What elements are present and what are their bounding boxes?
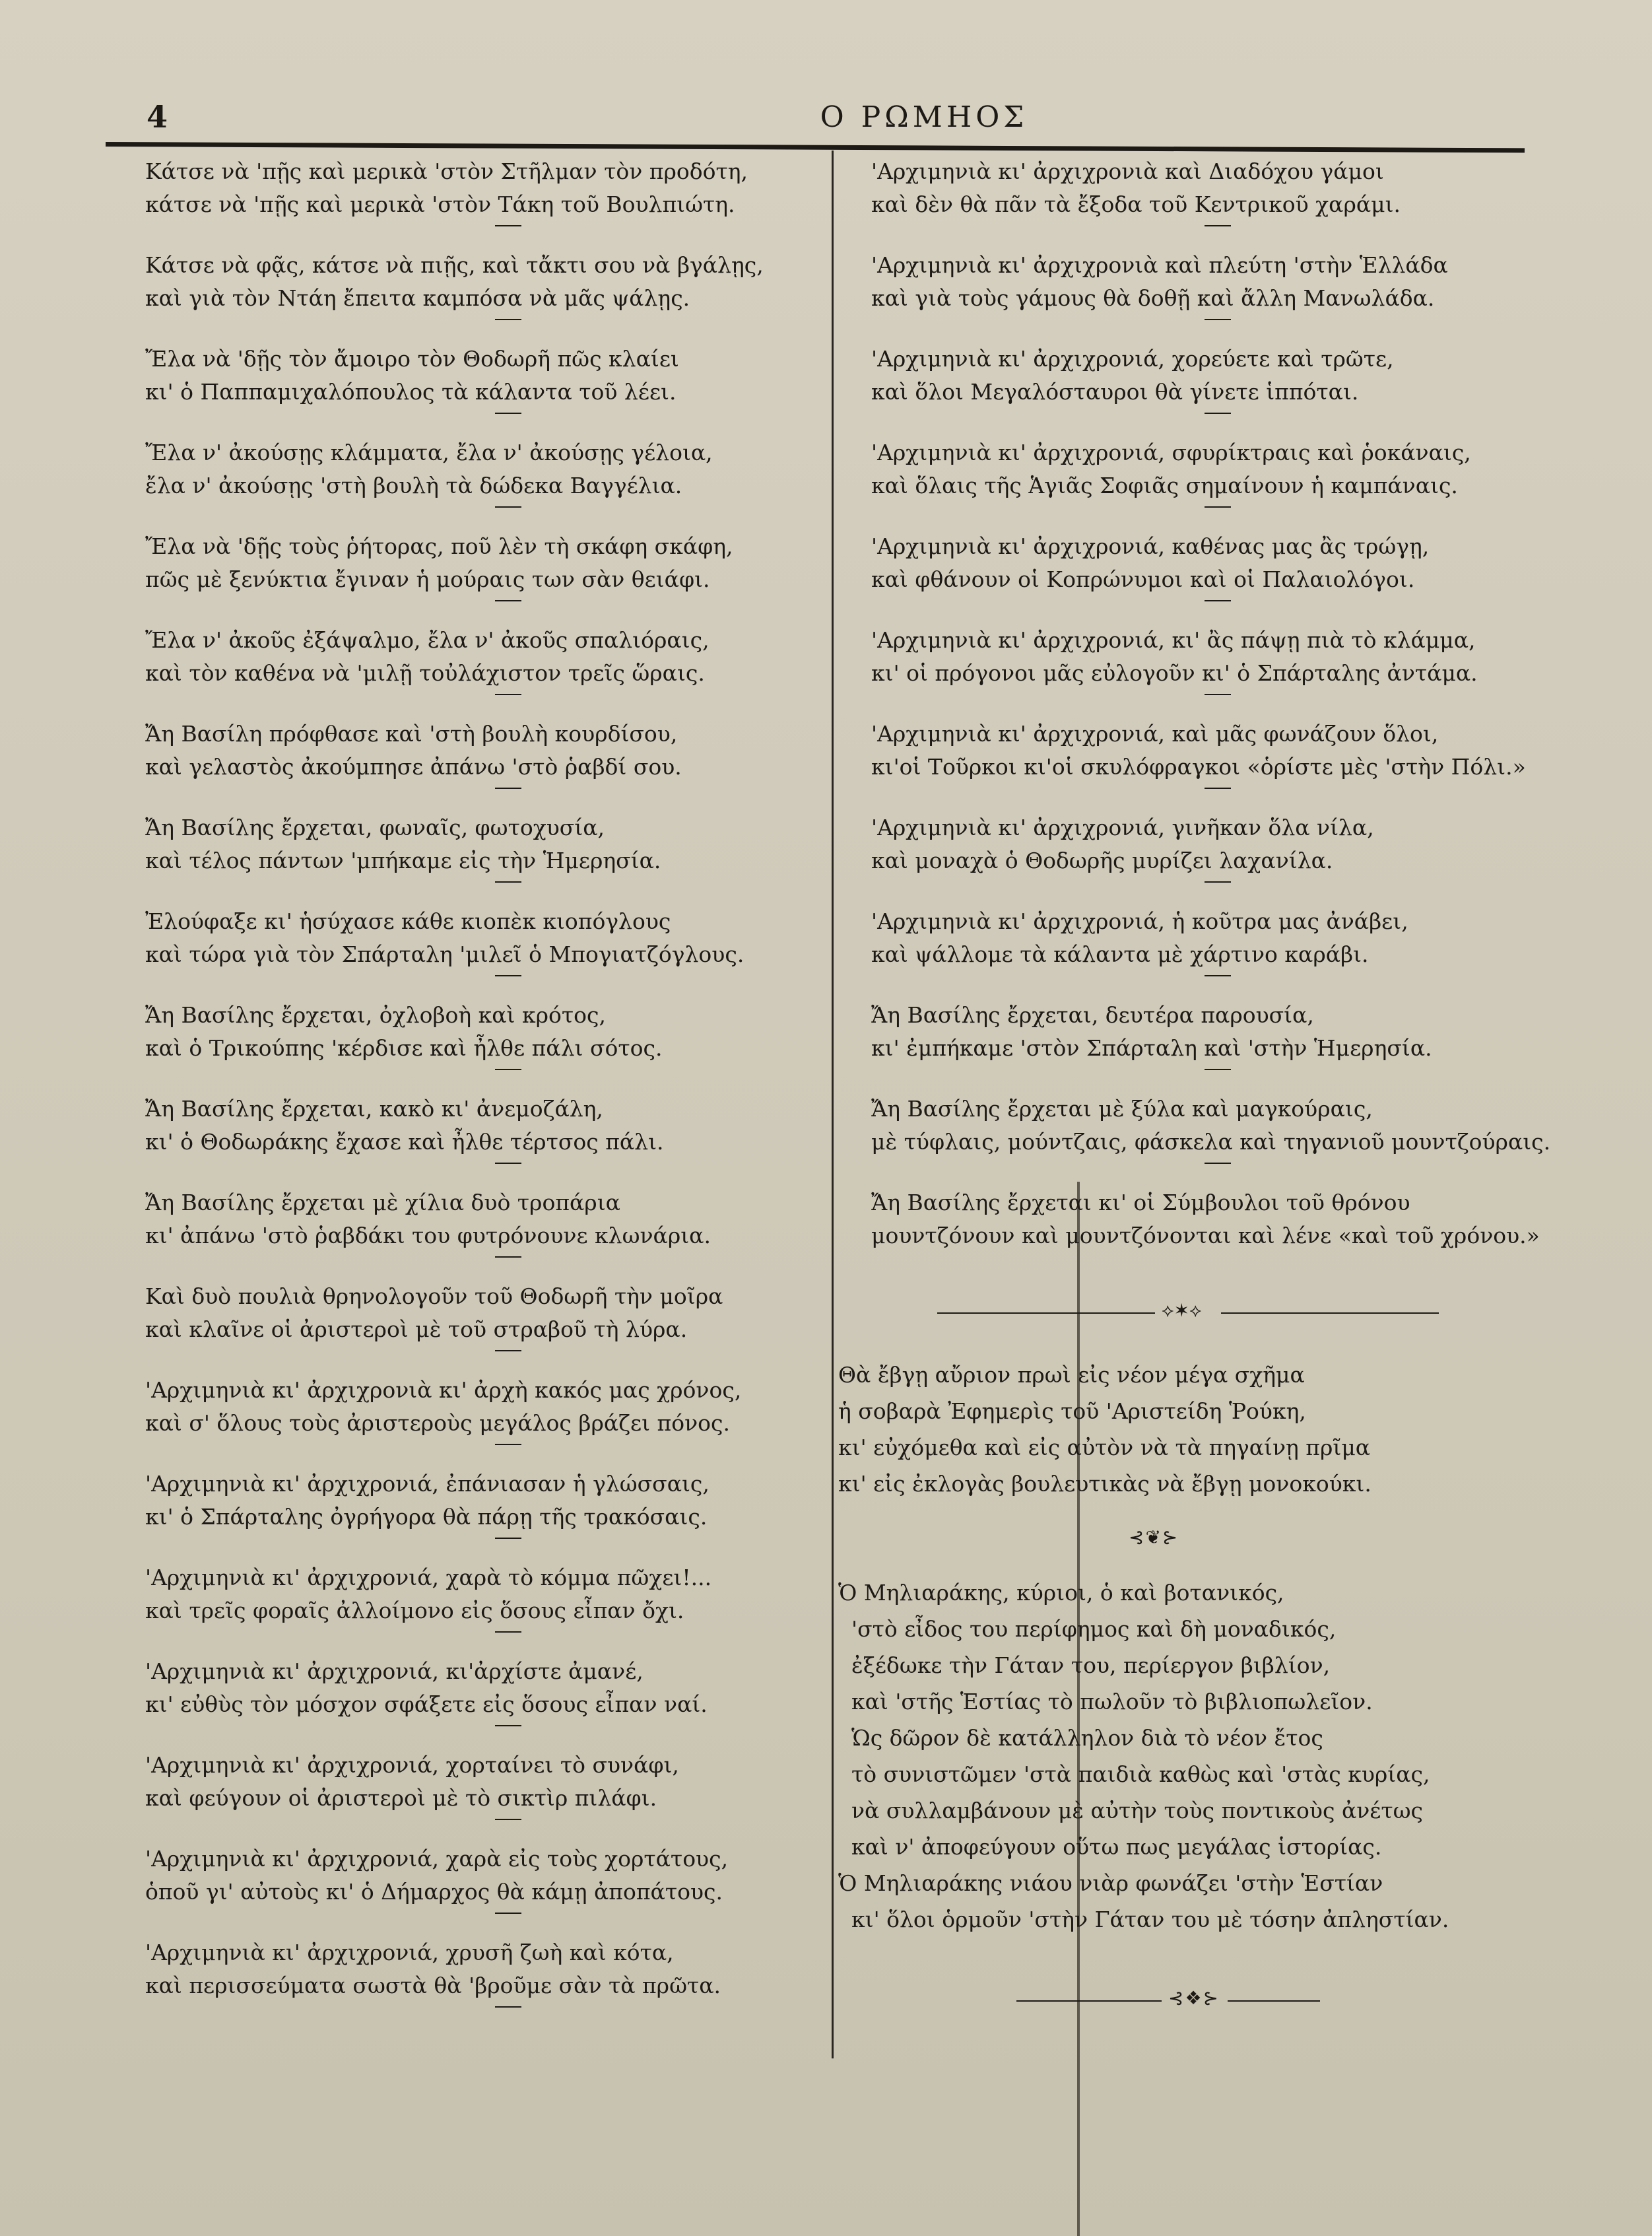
stanza-separator	[1205, 694, 1231, 695]
stanza	[871, 436, 1511, 530]
stanza	[145, 343, 818, 436]
verse-line: καὶ γιὰ τοὺς γάμους θὰ δοθῇ καὶ ἄλλη Μανωλάδα.	[871, 285, 1435, 311]
verse-line: 'Αρχιμηνιὰ κι' ἀρχιχρονιὰ καὶ Διαδόχου γάμοι	[871, 158, 1384, 184]
ornament-rule-left	[937, 1312, 1155, 1314]
stanza-separator	[495, 2006, 521, 2008]
notice-line: κι' εἰς ἐκλογὰς βουλευτικὰς νὰ ἔβγῃ μονοκούκι.	[838, 1471, 1371, 1497]
verse-line: καὶ τρεῖς φοραῖς ἀλλοίμονο εἰς ὅσους εἶπαν ὄχι.	[145, 1598, 684, 1623]
stanza	[871, 530, 1511, 624]
notice-line: καὶ 'στῆς Ἑστίας τὸ πωλοῦν τὸ βιβλιοπωλεῖον.	[851, 1689, 1373, 1714]
verse-line: 'Αρχιμηνιὰ κι' ἀρχιχρονιά, καθένας μας ἂς τρώγῃ,	[871, 533, 1430, 559]
page-number: 4	[147, 99, 168, 135]
verse-line: ὁποῦ γι' αὐτοὺς κι' ὁ Δήμαρχος θὰ κάμῃ ἀποπάτους.	[145, 1879, 723, 1905]
verse-line: καὶ μοναχὰ ὁ Θοδωρῆς μυρίζει λαχανίλα.	[871, 848, 1333, 873]
stanza-separator	[1205, 225, 1231, 226]
verse-line: 'Αρχιμηνιὰ κι' ἀρχιχρονιά, κι' ἂς πάψῃ πιὰ τὸ κλάμμα,	[871, 627, 1476, 653]
ornament-rule-right	[1228, 2000, 1320, 2002]
stanza-separator	[1205, 319, 1231, 320]
verse-line: Ἔλα ν' ἀκούσῃς κλάμματα, ἔλα ν' ἀκούσῃς γέλοια,	[145, 440, 713, 465]
notice-line: Θὰ ἔβγῃ αὔριον πρωὶ εἰς νέον μέγα σχῆμα	[838, 1362, 1305, 1388]
verse-line: 'Αρχιμηνιὰ κι' ἀρχιχρονιά, σφυρίκτραις καὶ ῥοκάναις,	[871, 440, 1471, 465]
stanza	[871, 905, 1511, 999]
stanza-separator	[495, 975, 521, 976]
stanza	[871, 811, 1511, 905]
stanza	[145, 1655, 818, 1749]
stanza-separator	[495, 1256, 521, 1258]
verse-line: καὶ σ' ὅλους τοὺς ἀριστεροὺς μεγάλος βράζει πόνος.	[145, 1410, 731, 1436]
verse-line: καὶ περισσεύματα σωστὰ θὰ 'βροῦμε σὰν τὰ πρῶτα.	[145, 1973, 721, 1998]
stanza	[145, 624, 818, 718]
verse-line: Ἄη Βασίλης ἔρχεται μὲ χίλια δυὸ τροπάρια	[145, 1190, 620, 1215]
stanza	[871, 1186, 1540, 1280]
stanza	[145, 811, 818, 905]
verse-line: κι' οἱ πρόγονοι μᾶς εὐλογοῦν κι' ὁ Σπάρταλης ἀντάμα.	[871, 660, 1478, 686]
stanza-separator	[495, 1913, 521, 1914]
stanza-separator	[495, 1725, 521, 1726]
verse-line: 'Αρχιμηνιὰ κι' ἀρχιχρονιὰ καὶ πλεύτη 'στὴν Ἑλλάδα	[871, 252, 1448, 278]
verse-line: 'Αρχιμηνιὰ κι' ἀρχιχρονιά, χρυσῆ ζωὴ καὶ κότα,	[145, 1940, 674, 1965]
stanza	[145, 718, 818, 811]
verse-line: μουντζόνουν καὶ μουντζόνονται καὶ λένε «καὶ τοῦ χρόνου.»	[871, 1223, 1540, 1248]
verse-line: κι' εὐθὺς τὸν μόσχον σφάξετε εἰς ὅσους εἶπαν ναί.	[145, 1691, 708, 1717]
verse-line: καὶ ὅλαις τῆς Ἁγιᾶς Σοφιᾶς σημαίνουν ἡ καμπάναις.	[871, 473, 1458, 498]
stanza-separator	[495, 1444, 521, 1445]
verse-line: κι' ἐμπήκαμε 'στὸν Σπάρταλη καὶ 'στὴν Ἡμερησία.	[871, 1035, 1432, 1061]
stanza	[145, 249, 818, 343]
verse-line: 'Αρχιμηνιὰ κι' ἀρχιχρονιά, καὶ μᾶς φωνάζουν ὅλοι,	[871, 721, 1439, 747]
stanza-separator	[1205, 506, 1231, 508]
verse-line: καὶ δὲν θὰ πᾶν τὰ ἔξοδα τοῦ Κεντρικοῦ χαράμι.	[871, 191, 1401, 217]
notice-line: κι' εὐχόμεθα καὶ εἰς αὐτὸν νὰ τὰ πηγαίνῃ πρῖμα	[838, 1435, 1371, 1460]
stanza	[871, 718, 1526, 811]
stanza	[145, 1561, 818, 1655]
stanza	[145, 436, 818, 530]
stanza	[145, 1936, 818, 2030]
column-divider	[832, 151, 834, 2058]
notice-line: 'στὸ εἶδος του περίφημος καὶ δὴ μοναδικός,	[851, 1616, 1337, 1642]
verse-line: κι' ὁ Παππαμιχαλόπουλος τὰ κάλαντα τοῦ λέει.	[145, 379, 677, 405]
notice-gazette	[838, 1357, 1432, 1502]
stanza	[871, 624, 1511, 718]
verse-line: κάτσε νὰ 'πῇς καὶ μερικὰ 'στὸν Τάκη τοῦ Βουλπιώτη.	[145, 191, 735, 217]
verse-line: Ἄη Βασίλης ἔρχεται, κακὸ κι' ἀνεμοζάλη,	[145, 1096, 603, 1122]
verse-line: 'Αρχιμηνιὰ κι' ἀρχιχρονιά, χορταίνει τὸ συνάφι,	[145, 1752, 679, 1778]
stanza	[871, 343, 1511, 436]
verse-line: κι' ὁ Σπάρταλης ὀγρήγορα θὰ πάρῃ τῆς τρακόσαις.	[145, 1504, 708, 1530]
verse-line: Ἄη Βασίλης ἔρχεται μὲ ξύλα καὶ μαγκούραις,	[871, 1096, 1373, 1122]
verse-line: 'Αρχιμηνιὰ κι' ἀρχιχρονιά, χορεύετε καὶ τρῶτε,	[871, 346, 1394, 372]
verse-line: 'Αρχιμηνιὰ κι' ἀρχιχρονιά, γινῆκαν ὅλα νίλα,	[871, 815, 1374, 840]
stanza-separator	[495, 1350, 521, 1351]
notice-line: τὸ συνιστῶμεν 'στὰ παιδιὰ καθὼς καὶ 'στὰς κυρίας,	[851, 1761, 1430, 1787]
stanza	[145, 1093, 818, 1186]
stanza-separator	[495, 788, 521, 789]
verse-line: Ἐλούφαξε κι' ἡσύχασε κάθε κιοπὲκ κιοπόγλους	[145, 908, 671, 934]
verse-line: Ἄη Βασίλης ἔρχεται κι' οἱ Σύμβουλοι τοῦ θρόνου	[871, 1190, 1410, 1215]
verse-line: καὶ τέλος πάντων 'μπήκαμε εἰς τὴν Ἡμερησία.	[145, 848, 661, 873]
verse-line: Καὶ δυὸ πουλιὰ θρηνολογοῦν τοῦ Θοδωρῆ τὴν μοῖρα	[145, 1283, 723, 1309]
stanza-separator	[495, 1069, 521, 1070]
ornament-flourish: ⊰❦⊱	[1129, 1526, 1179, 1548]
notice-book	[838, 1575, 1472, 1938]
stanza	[145, 1843, 818, 1936]
stanza	[871, 249, 1511, 343]
ornament-flourish: ⊰❖⊱	[1168, 1987, 1220, 2009]
notice-line: Ὡς δῶρον δὲ κατάλληλον διὰ τὸ νέον ἔτος	[851, 1725, 1323, 1751]
stanza-separator	[1205, 975, 1231, 976]
notice-line: Ὁ Μηλιαράκης, κύριοι, ὁ καὶ βοτανικός,	[838, 1580, 1284, 1606]
verse-line: Κάτσε νὰ φᾷς, κάτσε νὰ πιῇς, καὶ τἄκτι σου νὰ βγάλῃς,	[145, 252, 764, 278]
stanza-separator	[495, 413, 521, 414]
stanza-separator	[495, 600, 521, 601]
header-rule	[106, 142, 1525, 152]
stanza-separator	[1205, 881, 1231, 883]
stanza-separator	[495, 694, 521, 695]
verse-line: 'Αρχιμηνιὰ κι' ἀρχιχρονιά, χαρὰ τὸ κόμμα πῶχει!...	[145, 1565, 712, 1590]
stanza	[871, 155, 1511, 249]
stanza	[145, 1374, 818, 1468]
stanza	[145, 530, 818, 624]
ornament-flourish: ⟡✶⟡	[1162, 1299, 1203, 1321]
stanza-separator	[1205, 413, 1231, 414]
stanza-separator	[495, 225, 521, 226]
stanza	[871, 999, 1511, 1093]
verse-line: ἔλα ν' ἀκούσῃς 'στὴ βουλὴ τὰ δώδεκα Βαγγέλια.	[145, 473, 682, 498]
verse-line: Ἄη Βασίλης ἔρχεται, ὀχλοβοὴ καὶ κρότος,	[145, 1002, 606, 1028]
verse-line: κι'οἱ Τοῦρκοι κι'οἱ σκυλόφραγκοι «ὁρίστε μὲς 'στὴν Πόλι.»	[871, 754, 1526, 780]
verse-line: Κάτσε νὰ 'πῇς καὶ μερικὰ 'στὸν Στῆλμαν τὸν προδότη,	[145, 158, 748, 184]
verse-line: κι' ἀπάνω 'στὸ ῥαβδάκι του φυτρόνουνε κλωνάρια.	[145, 1223, 711, 1248]
stanza	[145, 1468, 818, 1561]
verse-line: Ἄη Βασίλη πρόφθασε καὶ 'στὴ βουλὴ κουρδίσου,	[145, 721, 678, 747]
masthead-title: Ο ΡΩΜΗΟΣ	[820, 100, 1028, 134]
stanza-separator	[1205, 1069, 1231, 1070]
verse-line: καὶ φθάνουν οἱ Κοπρώνυμοι καὶ οἱ Παλαιολόγοι.	[871, 566, 1415, 592]
verse-line: καὶ ὁ Τρικούπης 'κέρδισε καὶ ἦλθε πάλι σότος.	[145, 1035, 663, 1061]
stanza-separator	[495, 1163, 521, 1164]
ornament-rule-left	[1016, 2000, 1162, 2002]
stanza-separator	[495, 1631, 521, 1633]
verse-line: Ἄη Βασίλης ἔρχεται, δευτέρα παρουσία,	[871, 1002, 1314, 1028]
stanza-separator	[495, 1538, 521, 1539]
stanza-separator	[1205, 600, 1231, 601]
stanza-separator	[495, 881, 521, 883]
verse-line: Ἔλα νὰ 'δῇς τὸν ἄμοιρο τὸν Θοδωρῆ πῶς κλαίει	[145, 346, 679, 372]
verse-line: 'Αρχιμηνιὰ κι' ἀρχιχρονιά, ἐπάνιασαν ἡ γλώσσαις,	[145, 1471, 710, 1497]
verse-line: 'Αρχιμηνιὰ κι' ἀρχιχρονιά, χαρὰ εἰς τοὺς χορτάτους,	[145, 1846, 729, 1872]
stanza	[145, 1186, 818, 1280]
stanza	[145, 999, 818, 1093]
verse-line: καὶ ψάλλομε τὰ κάλαντα μὲ χάρτινο καράβι.	[871, 941, 1369, 967]
right-column	[871, 155, 1551, 1280]
left-column	[145, 155, 818, 2030]
verse-line: καὶ φεύγουν οἱ ἀριστεροὶ μὲ τὸ σικτὶρ πιλάφι.	[145, 1785, 657, 1811]
verse-line: καὶ κλαῖνε οἱ ἀριστεροὶ μὲ τοῦ στραβοῦ τὴ λύρα.	[145, 1316, 688, 1342]
verse-line: 'Αρχιμηνιὰ κι' ἀρχιχρονιὰ κι' ἀρχὴ κακός μας χρόνος,	[145, 1377, 742, 1403]
stanza-separator	[1205, 1163, 1231, 1164]
notice-line: κι' ὅλοι ὁρμοῦν 'στὴν Γάταν του μὲ τόσην ἀπληστίαν.	[851, 1907, 1449, 1932]
verse-line: καὶ τὸν καθένα νὰ 'μιλῇ τοὐλάχιστον τρεῖς ὥραις.	[145, 660, 705, 686]
notice-line: ἐξέδωκε τὴν Γάταν του, περίεργον βιβλίον,	[851, 1652, 1331, 1678]
stanza	[871, 1093, 1551, 1186]
notice-line: καὶ ν' ἀποφεύγουν οὕτω πως μεγάλας ἱστορίας.	[851, 1834, 1382, 1860]
verse-line: Ἔλα ν' ἀκοῦς ἐξάψαλμο, ἔλα ν' ἀκοῦς σπαλιόραις,	[145, 627, 710, 653]
stanza	[145, 1280, 818, 1374]
verse-line: Ἄη Βασίλης ἔρχεται, φωναῖς, φωτοχυσία,	[145, 815, 605, 840]
stanza-separator	[495, 319, 521, 320]
stanza-separator	[495, 1819, 521, 1820]
notice-line: ἡ σοβαρὰ Ἐφημερὶς τοῦ 'Αριστείδη Ῥούκη,	[838, 1398, 1306, 1424]
notice-line: νὰ συλλαμβάνουν μὲ αὐτὴν τοὺς ποντικοὺς ἀνέτως	[851, 1798, 1424, 1823]
verse-line: καὶ ὅλοι Μεγαλόσταυροι θὰ γίνετε ἱππόται.	[871, 379, 1359, 405]
stanza-separator	[495, 506, 521, 508]
stanza	[145, 1749, 818, 1843]
verse-line: 'Αρχιμηνιὰ κι' ἀρχιχρονιά, κι'ἀρχίστε ἀμανέ,	[145, 1658, 644, 1684]
verse-line: καὶ γιὰ τὸν Ντάη ἔπειτα καμπόσα νὰ μᾶς ψάλῃς.	[145, 285, 690, 311]
verse-line: 'Αρχιμηνιὰ κι' ἀρχιχρονιά, ἡ κοῦτρα μας ἀνάβει,	[871, 908, 1408, 934]
verse-line: πῶς μὲ ξενύκτια ἔγιναν ἡ μούραις των σὰν θειάφι.	[145, 566, 710, 592]
stanza-separator	[1205, 788, 1231, 789]
stanza	[145, 155, 818, 249]
verse-line: κι' ὁ Θοδωράκης ἔχασε καὶ ἦλθε τέρτσος πάλι.	[145, 1129, 664, 1155]
verse-line: καὶ τώρα γιὰ τὸν Σπάρταλη 'μιλεῖ ὁ Μπογιατζόγλους.	[145, 941, 744, 967]
verse-line: καὶ γελαστὸς ἀκούμπησε ἀπάνω 'στὸ ῥαβδί σου.	[145, 754, 682, 780]
ornament-rule-right	[1221, 1312, 1439, 1314]
verse-line: Ἔλα νὰ 'δῇς τοὺς ῥήτορας, ποῦ λὲν τὴ σκάφη σκάφη,	[145, 533, 733, 559]
notice-line: Ὁ Μηλιαράκης νιάου νιὰρ φωνάζει 'στὴν Ἑστίαν	[838, 1870, 1383, 1896]
verse-line: μὲ τύφλαις, μούντζαις, φάσκελα καὶ τηγανιοῦ μουντζούραις.	[871, 1129, 1551, 1155]
stanza	[145, 905, 818, 999]
